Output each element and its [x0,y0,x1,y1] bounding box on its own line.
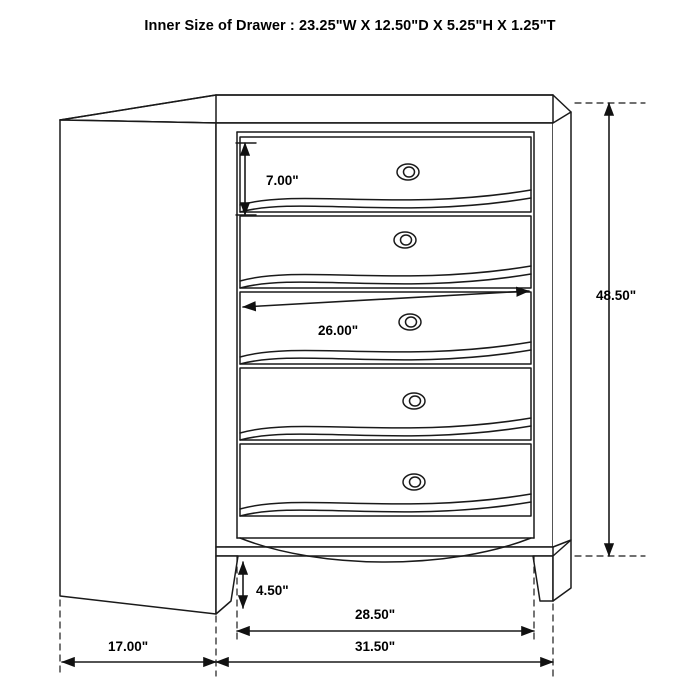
drawer-front-5 [240,444,531,516]
dimension-label-side-depth: 17.00" [108,639,149,654]
drawer-front-2 [240,216,531,288]
dimension-label-drawer-width: 26.00" [318,323,359,338]
dimension-label-leg-height: 4.50" [256,583,289,598]
cabinet-leg-front-right [533,556,553,601]
dimension-label-total-height: 48.50" [596,288,637,303]
drawer-front-4 [240,368,531,440]
cabinet-leg-right-back [553,540,571,601]
drawer-front-3 [240,292,531,364]
dimension-label-front-width: 28.50" [355,607,396,622]
cabinet-top-panel [60,95,553,123]
page-title: Inner Size of Drawer : 23.25"W X 12.50"D X 5.25"H X 1.25"T [144,18,556,34]
cabinet-side-panel [60,120,216,614]
dimension-label-overall-width: 31.50" [355,639,396,654]
dimension-label-drawer-height: 7.00" [266,173,299,188]
cabinet-right-edge [553,112,571,547]
cabinet-leg-front-left [216,556,238,614]
